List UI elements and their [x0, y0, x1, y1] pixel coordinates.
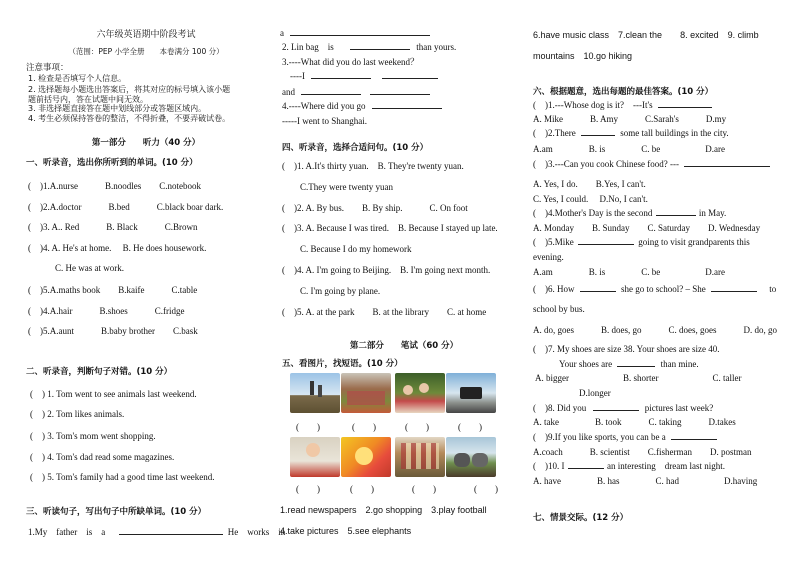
- question-text: ( )2.There: [533, 128, 576, 138]
- answer-paren[interactable]: ( ): [474, 484, 498, 494]
- question-item: ( ) 1. Tom went to see animals last weekend.: [30, 389, 197, 399]
- answer-blank[interactable]: [372, 100, 442, 109]
- section7-heading: 七、情景交际。(12 分）: [533, 513, 629, 523]
- answer-blank[interactable]: [290, 27, 430, 36]
- answer-blank[interactable]: [581, 127, 615, 136]
- answer-prefix: ----I: [290, 71, 305, 81]
- column-middle: [280, 0, 528, 562]
- question-text: ( )9.If you like sports, you can be a: [533, 432, 666, 442]
- notice-item: 2. 选择题每小题选出答案后，将其对应的标号填入该小题: [28, 85, 231, 94]
- question-item: [28, 526, 285, 538]
- question-option: A.am B. is C. be D.are: [533, 144, 725, 154]
- part1-heading: 第一部分 听力（40 分）: [91, 138, 201, 148]
- group-photo-picture: [341, 373, 391, 413]
- question-text: ( )10. I: [533, 461, 565, 471]
- answer-paren[interactable]: ( ): [458, 422, 482, 432]
- exam-subtitle: （范围：PEP 小学全册 本卷满分 100 分）: [68, 47, 224, 56]
- section1-heading: 一、听录音，选出你所听到的单词。(10 分）: [26, 158, 198, 168]
- question-item: [533, 127, 729, 139]
- question-text: pictures last week?: [644, 403, 714, 413]
- shop-picture: [395, 437, 445, 477]
- question-text: ( )6. How: [533, 284, 575, 294]
- answer-blank[interactable]: [578, 236, 634, 245]
- answer-blank[interactable]: [658, 99, 712, 108]
- question-text: He works in: [227, 527, 286, 537]
- camera-picture: [446, 373, 496, 413]
- question-option: A. bigger B. shorter C. taller: [535, 373, 742, 383]
- question-item: ( )1.A.nurse B.noodles C.notebook: [28, 181, 201, 191]
- question-item: [533, 99, 712, 111]
- question-option: D.longer: [579, 388, 611, 398]
- question-text: to: [769, 284, 777, 294]
- notice-item: 3. 非选择题直接答在题中划线部分或答题区域内。: [28, 104, 207, 113]
- question-item: [533, 236, 750, 248]
- answer-blank[interactable]: [593, 402, 639, 411]
- notice-item: 1. 检查是否填写个人信息。: [28, 74, 127, 83]
- question-text: ( )1.---Whose dog is it? ---It's: [533, 100, 653, 110]
- question-item: [533, 158, 770, 170]
- question-item: ( )5. A. at the park B. at the library C. at home: [282, 307, 487, 317]
- question-text: evening.: [533, 252, 564, 262]
- question-text: 2. Lin bag is: [282, 42, 334, 52]
- question-item: 3.----What did you do last weekend？: [282, 57, 419, 67]
- question-text: ( )8. Did you: [533, 403, 587, 413]
- answer-blank[interactable]: [711, 283, 757, 292]
- question-text: a: [280, 28, 284, 38]
- section2-heading: 二、听录音，判断句子对错。(10 分）: [26, 367, 173, 377]
- answer-blank[interactable]: [656, 207, 696, 216]
- question-text: school by bus.: [533, 304, 585, 314]
- question-text: some tall buildings in the city.: [620, 128, 729, 138]
- question-option: A.coach B. scientist C.fisherman D. postman: [533, 447, 752, 457]
- question-text: 4.----Where did you go: [282, 101, 366, 111]
- question-item: ( ) 5. Tom's family had a good time last weekend.: [30, 472, 215, 482]
- answer-blank[interactable]: [350, 41, 410, 50]
- phrase-list: 6.have music class 7.clean the 8. excited 9. climb: [533, 30, 759, 40]
- question-item: ( )1. A.It's thirty yuan. B. They're twenty yuan.: [282, 161, 464, 171]
- question-text: in May.: [698, 208, 727, 218]
- question-item: ( )4.A.hair B.shoes C.fridge: [28, 306, 185, 316]
- question-option: A. have B. has C. had D.having: [533, 476, 758, 486]
- question-text: ( )3.---Can you cook Chinese food? ---: [533, 159, 679, 169]
- answer-blank[interactable]: [301, 86, 361, 95]
- answer-paren[interactable]: ( ): [352, 422, 376, 432]
- question-item: [559, 358, 699, 370]
- notice-item: 4. 考生必须保持答卷的整洁，不得折叠，不要弄破试卷。: [28, 114, 231, 123]
- column-left: [24, 0, 286, 562]
- question-text: than yours.: [416, 42, 457, 52]
- question-item: ( )3. A.. Red B. Black C.Brown: [28, 222, 198, 232]
- answer-blank[interactable]: [671, 431, 717, 440]
- exam-title: 六年级英语期中阶段考试: [96, 30, 196, 40]
- question-option: A. take B. took C. taking D.takes: [533, 417, 736, 427]
- reading-girl-picture: [290, 437, 340, 477]
- question-option: A. Yes, I do. B.Yes, I can't.: [533, 179, 646, 189]
- answer-blank[interactable]: [568, 460, 604, 469]
- answer-paren[interactable]: ( ): [405, 422, 429, 432]
- question-item: ( )2.A.doctor B.bed C.black boar dark.: [28, 202, 224, 212]
- answer-paren[interactable]: ( ): [296, 484, 320, 494]
- question-item: [282, 41, 456, 53]
- question-option: C. He was at work.: [46, 263, 124, 273]
- question-option: A. Mike B. Amy C.Sarah's D.my: [533, 114, 727, 124]
- section3-heading: 三、听读句子，写出句子中所缺单词。(10 分）: [26, 507, 207, 517]
- phrase-list: 1.read newspapers 2.go shopping 3.play football: [280, 505, 487, 515]
- question-option: A. do, goes B. does, go C. does, goes D. do, go: [533, 325, 777, 335]
- mountain-climbing-picture: [290, 373, 340, 413]
- answer-blank[interactable]: [382, 70, 438, 79]
- question-text: ( )4.Mother's Day is the second: [533, 208, 653, 218]
- question-option: A.am B. is C. be D.are: [533, 267, 725, 277]
- question-text: 1.My father is a: [28, 527, 106, 537]
- answer-paren[interactable]: ( ): [412, 484, 436, 494]
- section5-heading: 五、看图片，找短语。(10 分）: [282, 359, 403, 369]
- question-item: [282, 100, 442, 112]
- question-text: an interesting dream last night.: [607, 461, 725, 471]
- question-item: ( )5.A.maths book B.kaife C.table: [28, 285, 198, 295]
- question-item: ( ) 2. Tom likes animals.: [30, 409, 125, 419]
- answer-blank[interactable]: [370, 86, 430, 95]
- question-item: ( ) 3. Tom's mom went shopping.: [30, 431, 156, 441]
- question-item: -----I went to Shanghai.: [282, 116, 367, 126]
- question-item: ( )2. A. By bus. B. By ship. C. On foot: [282, 203, 468, 213]
- question-text: going to visit grandparents this: [638, 237, 750, 247]
- section4-heading: 四、听录音，选择合适问句。(10 分）: [282, 143, 429, 153]
- question-item: ( ) 4. Tom's dad read some magazines.: [30, 452, 175, 462]
- elephants-picture: [446, 437, 496, 477]
- cartoon-picture: [341, 437, 391, 477]
- answer-paren[interactable]: ( ): [296, 422, 320, 432]
- question-item: [533, 283, 776, 295]
- question-option: C.They were twenty yuan: [300, 182, 393, 192]
- answer-line: [290, 70, 438, 82]
- phrase-list: mountains 10.go hiking: [533, 51, 633, 61]
- question-item: [533, 460, 725, 472]
- question-option: C. Yes, I could. D.No, I can't.: [533, 194, 648, 204]
- answer-blank[interactable]: [684, 158, 770, 167]
- notice-title: 注意事项：: [26, 63, 69, 73]
- part2-heading: 第二部分 笔试（60 分）: [349, 341, 459, 351]
- question-item: ( )3. A. Because I was tired. B. Because I stayed up late.: [282, 223, 498, 233]
- answer-blank[interactable]: [617, 358, 655, 367]
- question-item: ( )4. A. I'm going to Beijing. B. I'm going next month.: [282, 265, 491, 275]
- answer-blank[interactable]: [311, 70, 371, 79]
- question-text: ( )5.Mike: [533, 237, 574, 247]
- question-option: C. Because I do my homework: [300, 244, 412, 254]
- question-item: ( )5.A.aunt B.baby brother C.bask: [28, 326, 198, 336]
- answer-paren[interactable]: ( ): [350, 484, 374, 494]
- question-item: [533, 431, 717, 443]
- question-text: Your shoes are: [559, 359, 613, 369]
- question-text: she go to school? – She: [621, 284, 706, 294]
- question-item: [280, 27, 430, 39]
- question-item: [533, 207, 726, 219]
- section6-heading: 六、根据题意，选出每题的最佳答案。(10 分）: [533, 87, 714, 97]
- answer-blank[interactable]: [119, 526, 223, 535]
- answer-line: [282, 86, 430, 98]
- column-right: [531, 0, 775, 562]
- phrase-list: 4.take pictures 5.see elephants: [280, 526, 412, 536]
- children-picture: [395, 373, 445, 413]
- question-option: A. Monday B. Sunday C. Saturday D. Wednesday: [533, 223, 761, 233]
- question-text: than mine.: [660, 359, 699, 369]
- question-item: ( )4. A. He's at home. B. He does housework.: [28, 243, 207, 253]
- question-item: ( )7. My shoes are size 38. Your shoes are size 40.: [533, 344, 720, 354]
- answer-prefix: and: [282, 87, 295, 97]
- question-option: C. I'm going by plane.: [300, 286, 381, 296]
- notice-item: 题前括号内，答在试题中间无效。: [28, 95, 148, 104]
- question-item: [533, 402, 713, 414]
- answer-blank[interactable]: [580, 283, 616, 292]
